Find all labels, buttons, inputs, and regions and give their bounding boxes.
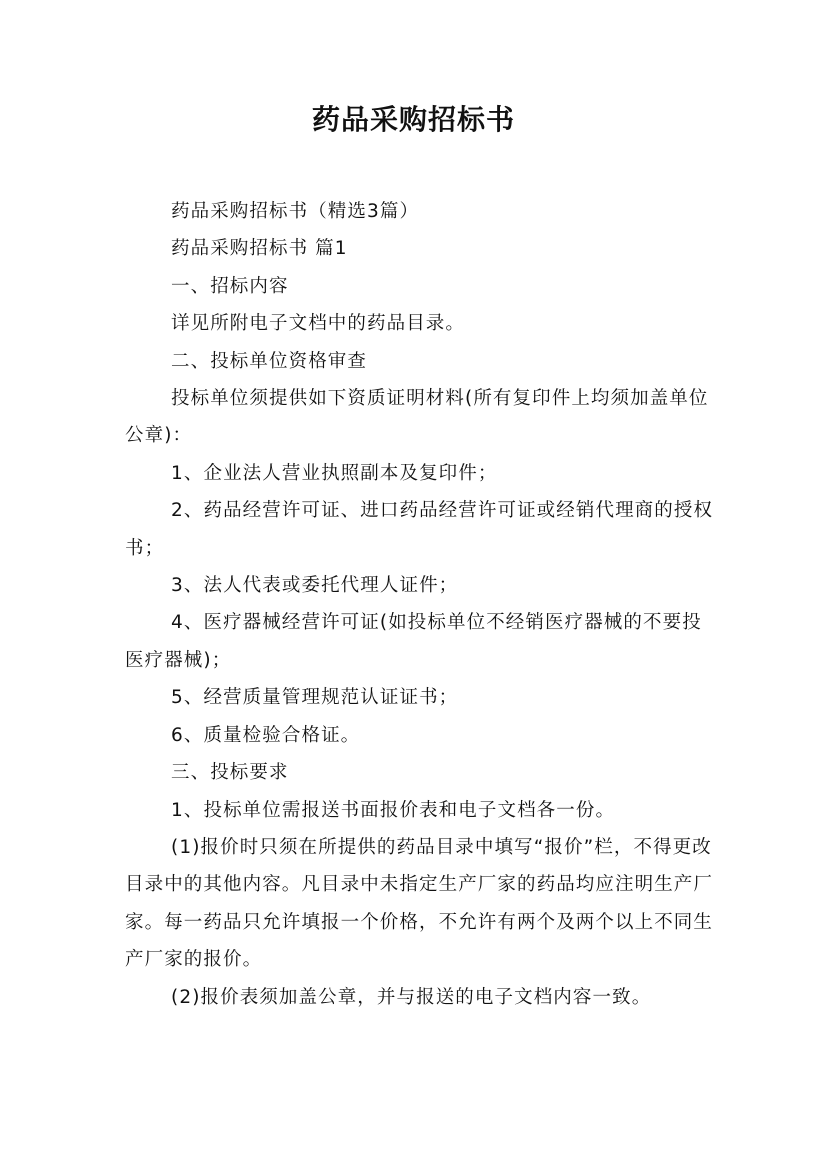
document-title: 药品采购招标书 (311, 103, 515, 136)
list-item: 6、质量检验合格证。 (171, 724, 361, 746)
list-item: 5、经营质量管理规范认证证书； (171, 687, 459, 709)
paragraph: 详见所附电子文档中的药品目录。 (171, 313, 466, 335)
document-body (125, 193, 715, 1016)
paragraph: (1)报价时只须在所提供的药品目录中填写“报价”栏，不得更改目录中的其他内容。凡目录中未指定生产厂家的药品均应注明生产厂家。每一药品只允许填报一个价格，不允许有两个及两个以上不同生产厂家的报价。 (125, 836, 714, 971)
paragraph: 药品采购招标书（精选3篇） (171, 201, 420, 222)
section-heading: 一、招标内容 (171, 275, 289, 297)
list-item: 1、投标单位需报送书面报价表和电子文档各一份。 (171, 799, 616, 821)
list-item: 1、企业法人营业执照副本及复印件； (171, 462, 498, 484)
section-heading: 二、投标单位资格审查 (171, 350, 368, 372)
section-heading: 三、投标要求 (171, 762, 289, 784)
paragraph: 药品采购招标书 篇1 (171, 238, 348, 260)
paragraph: 投标单位须提供如下资质证明材料(所有复印件上均须加盖单位公章)： (125, 388, 709, 447)
paragraph: (2)报价表须加盖公章，并与报送的电子文档内容一致。 (171, 986, 652, 1008)
list-item: 2、药品经营许可证、进口药品经营许可证或经销代理商的授权书； (125, 500, 714, 559)
list-item: 3、法人代表或委托代理人证件； (171, 575, 459, 597)
list-item: 4、医疗器械经营许可证(如投标单位不经销医疗器械的不要投医疗器械)； (125, 612, 702, 671)
